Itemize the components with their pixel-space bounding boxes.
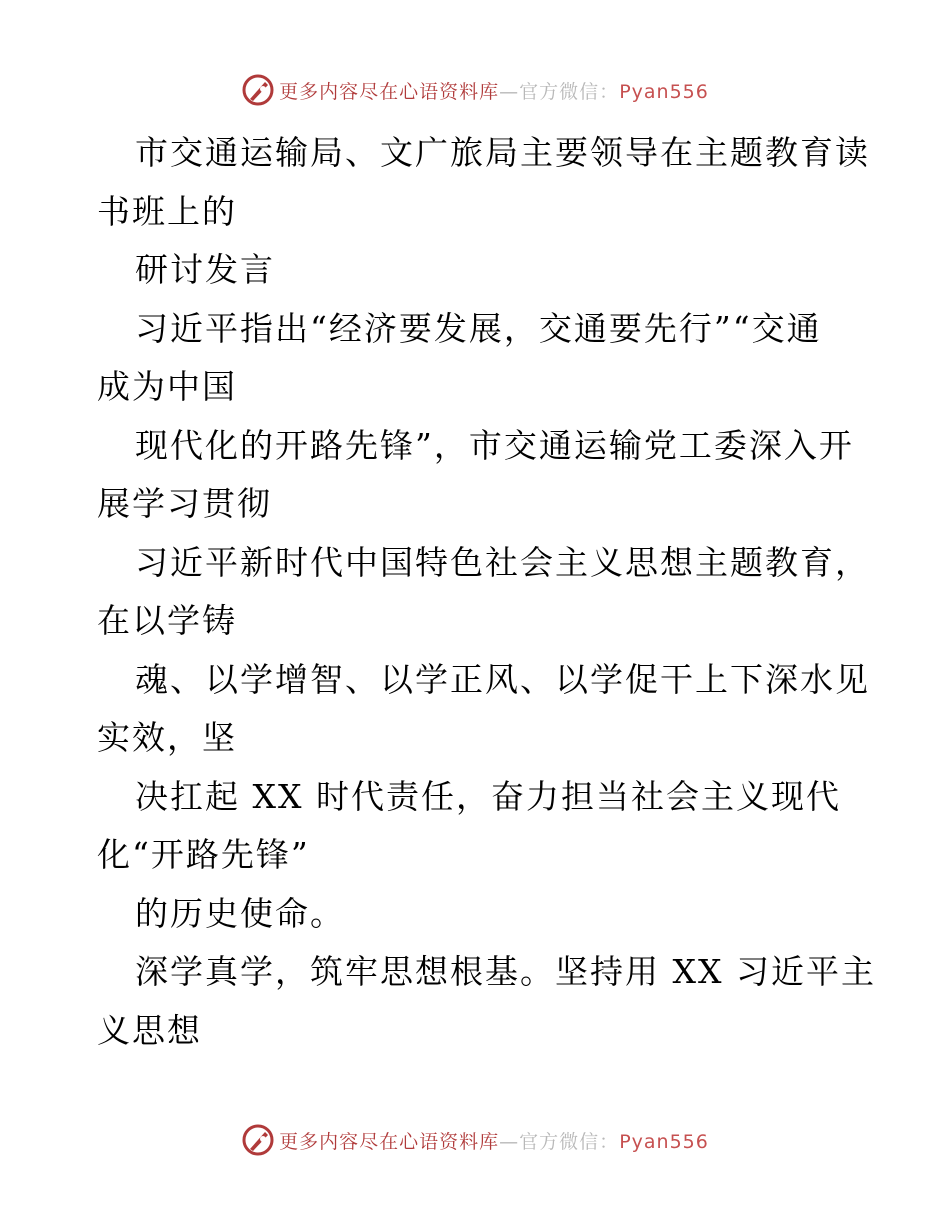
watermark-brand: 更多内容尽在心语资料库 — [279, 1130, 500, 1153]
paragraph-line: 书班上的 — [97, 191, 237, 231]
paragraph-line: 习近平新时代中国特色社会主义思想主题教育， — [135, 542, 870, 582]
paragraph — [97, 768, 857, 885]
watermark-separator: — — [499, 1130, 520, 1153]
paragraph — [97, 300, 857, 417]
paragraph-line: 现代化的开路先锋”，市交通运输党工委深入开 — [135, 425, 854, 465]
paragraph-line: 决扛起 XX 时代责任，奋力担当社会主义现代 — [135, 776, 841, 816]
paragraph-line: 市交通运输局、文广旅局主要领导在主题教育读 — [135, 133, 870, 172]
quill-pen-circle-icon — [241, 1123, 275, 1157]
footer-watermark — [0, 1120, 950, 1160]
paragraph-line: 义思想 — [97, 1010, 202, 1050]
paragraph — [97, 651, 870, 768]
watermark-separator: — — [499, 80, 520, 103]
paragraph — [97, 943, 876, 1060]
paragraph-line: 研讨发言 — [135, 250, 275, 289]
paragraph — [97, 124, 870, 241]
watermark-wechat-label: 官方微信： — [519, 80, 620, 103]
document-body — [97, 124, 876, 1060]
header-watermark — [0, 70, 950, 110]
paragraph — [97, 534, 870, 651]
watermark-wechat-label: 官方微信： — [519, 1130, 620, 1153]
paragraph — [97, 885, 857, 944]
quill-pen-circle-icon — [241, 73, 275, 107]
paragraph-line: 化“开路先锋” — [97, 835, 310, 874]
paragraph — [97, 241, 857, 300]
paragraph-line: 实效，坚 — [97, 718, 237, 757]
paragraph-line: 习近平指出“经济要发展，交通要先行”“交通 — [135, 308, 822, 348]
paragraph-line: 展学习贯彻 — [97, 484, 272, 523]
watermark-text — [279, 77, 709, 104]
paragraph-line: 的历史使命。 — [135, 893, 345, 933]
paragraph-line: 魂、以学增智、以学正风、以学促干上下深水见 — [135, 659, 870, 699]
paragraph-line: 深学真学，筑牢思想根基。坚持用 XX 习近平主 — [135, 952, 876, 991]
watermark-wechat-id: Pyan556 — [619, 80, 709, 103]
paragraph-line: 成为中国 — [97, 367, 237, 406]
watermark-text — [279, 1127, 709, 1154]
paragraph-line: 在以学铸 — [97, 601, 237, 640]
watermark-brand: 更多内容尽在心语资料库 — [279, 80, 500, 103]
watermark-wechat-id: Pyan556 — [619, 1130, 709, 1153]
paragraph — [97, 417, 857, 534]
